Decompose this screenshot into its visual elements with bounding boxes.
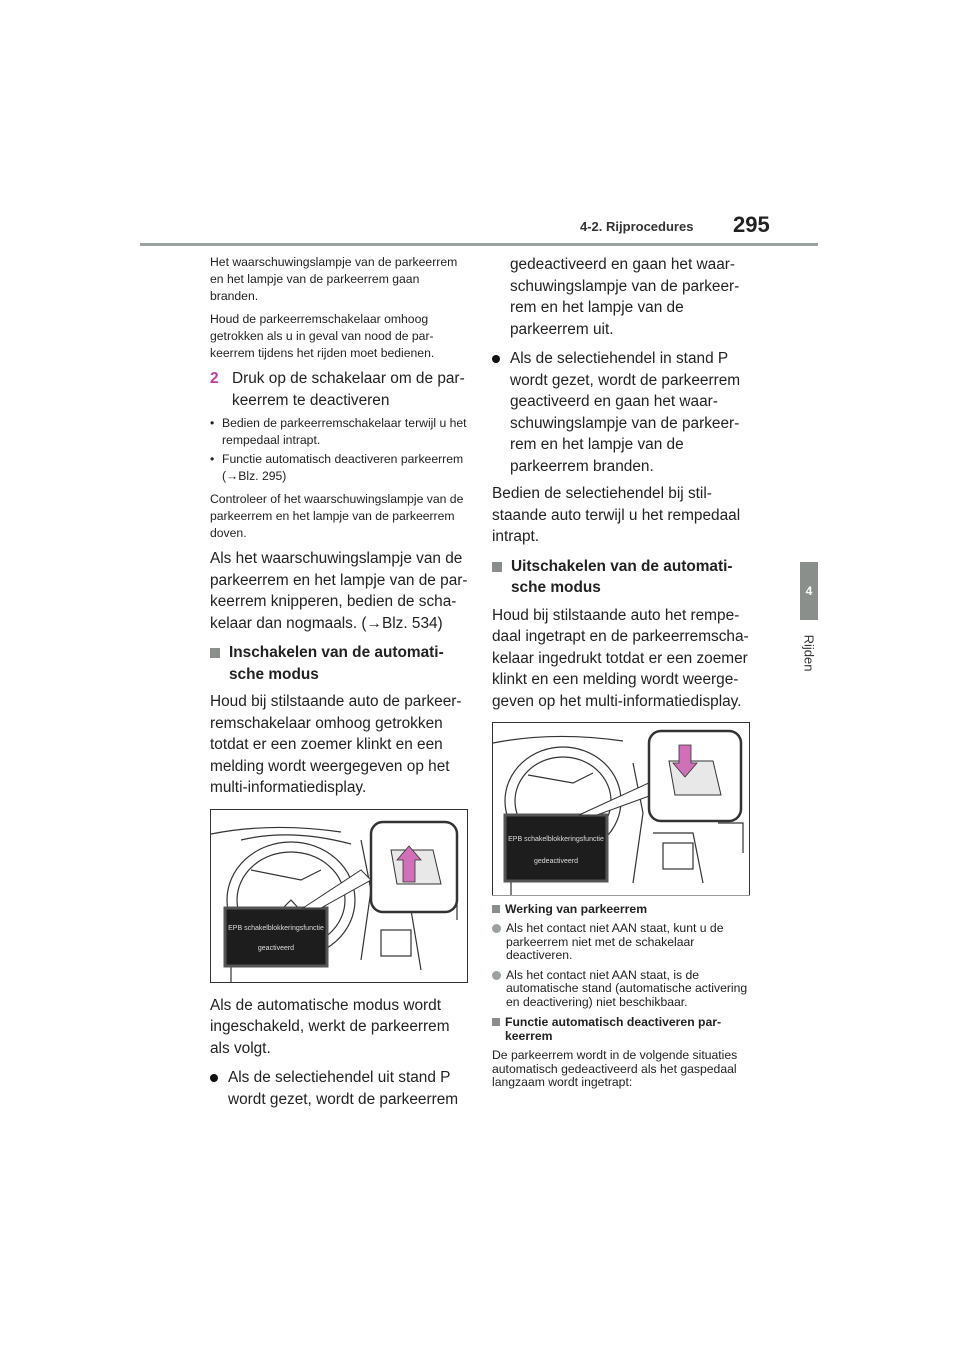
illustration-activate <box>210 809 468 983</box>
left-column <box>210 254 468 1116</box>
paragraph: Bedien de selectiehendel bij stilstaande auto terwijl u het rempedaal intrapt. <box>492 485 741 545</box>
bullet-dot <box>492 355 500 363</box>
step-2 <box>210 368 468 411</box>
square-icon <box>492 562 502 572</box>
note-item-text: Als het contact niet AAN staat, kunt u de parkeerrem niet met de schakelaar deactiveren. <box>506 921 724 962</box>
note-heading <box>492 902 750 916</box>
note-item <box>492 969 750 1010</box>
right-column <box>492 254 750 908</box>
list-item-text: Functie automatisch deactiveren parkeerrem (→Blz. 295) <box>222 452 464 483</box>
paragraph: Het waarschuwingslampje van de parkeerrem en het lampje van de parkeerrem gaan branden. <box>210 255 458 303</box>
dashboard-illustration <box>211 810 467 982</box>
dashboard-illustration <box>493 723 749 895</box>
square-icon <box>210 648 220 658</box>
heading-text: Inschakelen van de automatische modus <box>229 644 444 683</box>
paragraph: Controleer of het waarschuwingslampje van de parkeerrem en het lampje van de parkeerrem doven. <box>210 492 464 540</box>
note-heading-text: Werking van parkeerrem <box>505 902 648 916</box>
chapter-tab: 4 <box>800 562 818 620</box>
list-item <box>492 348 750 477</box>
section-title: 4-2. Rijprocedures <box>580 219 694 234</box>
paragraph: gedeactiveerd en gaan het waarschuwingslampje van de parkeerrem en het lampje van de parkeerrem uit. <box>510 256 740 338</box>
chapter-label <box>786 628 832 678</box>
heading-text: Uitschakelen van de automatische modus <box>511 557 733 596</box>
step-text: Druk op de schakelaar om de parkeerrem te deactiveren <box>232 370 465 409</box>
display-line2: gedeactiveerd <box>534 858 578 865</box>
chapter-label-text: Rijden <box>801 634 817 672</box>
page-number: 295 <box>733 212 770 237</box>
display-line1: EPB schakelblokkeringsfunctie <box>508 836 604 843</box>
display-line2: geactiveerd <box>257 944 295 952</box>
square-icon <box>492 905 500 913</box>
note-paragraph: De parkeerrem wordt in de volgende situaties automatisch gedeactiveerd als het gaspedaal langzaam wordt ingetrapt: <box>492 1048 738 1089</box>
header-divider <box>140 243 818 246</box>
section-heading <box>492 556 750 599</box>
square-icon <box>492 1018 500 1026</box>
paragraph: Houd bij stilstaande auto de parkeerremschakelaar omhoog getrokken totdat er een zoemer klinkt en een melding wordt weergegeven op het multi-informatiedisplay. <box>210 693 462 796</box>
bullet-dot <box>210 1074 218 1082</box>
list-item: • Functie automatisch deactiveren parkeerrem (→Blz. 295) <box>210 451 468 485</box>
list-item <box>210 1067 468 1110</box>
paragraph: Als de automatische modus wordt ingeschakeld, werkt de parkeerrem als volgt. <box>210 996 450 1057</box>
step-number: 2 <box>210 370 219 387</box>
bullet-dot <box>492 924 501 933</box>
paragraph: Houd bij stilstaande auto het rempedaal ingetrapt en de parkeerremschakelaar ingedrukt totdat er een zoemer klinkt en een melding wordt weergegeven op het multi-informatiedisplay. <box>492 606 749 710</box>
notes-section <box>492 895 750 1090</box>
bullet-dot <box>492 971 501 980</box>
paragraph: Als het waarschuwingslampje van de parkeerrem en het lampje van de parkeerrem knipperen, bedien de schakelaar dan nogmaals. (→Blz. 534) <box>210 550 468 632</box>
note-heading-text: Functie automatisch deactiveren parkeerrem <box>505 1015 722 1043</box>
list-item-text: Bedien de parkeerremschakelaar terwijl u het rempedaal intrapt. <box>222 416 467 447</box>
paragraph: Houd de parkeerremschakelaar omhoog getrokken als u in geval van nood de parkeerrem tijdens het rijden moet bedienen. <box>210 312 435 360</box>
list-item-text: Als de selectiehendel in stand P wordt gezet, wordt de parkeerrem geactiveerd en gaan het waarschuwingslampje van de parkeerrem en het lampje van de parkeerrem branden. <box>510 350 741 475</box>
list-item: • Bedien de parkeerremschakelaar terwijl u het rempedaal intrapt. <box>210 416 467 447</box>
display-line1: EPB schakelblokkeringsfunctie <box>228 924 324 932</box>
list-item-text: Als de selectiehendel uit stand P wordt gezet, wordt de parkeerrem <box>228 1069 459 1108</box>
note-item <box>492 922 750 963</box>
illustration-deactivate <box>492 722 750 896</box>
section-heading <box>210 642 468 685</box>
note-item-text: Als het contact niet AAN staat, is de automatische stand (automatische activering en deactivering) niet beschikbaar. <box>506 967 748 1009</box>
note-heading <box>492 1015 750 1043</box>
